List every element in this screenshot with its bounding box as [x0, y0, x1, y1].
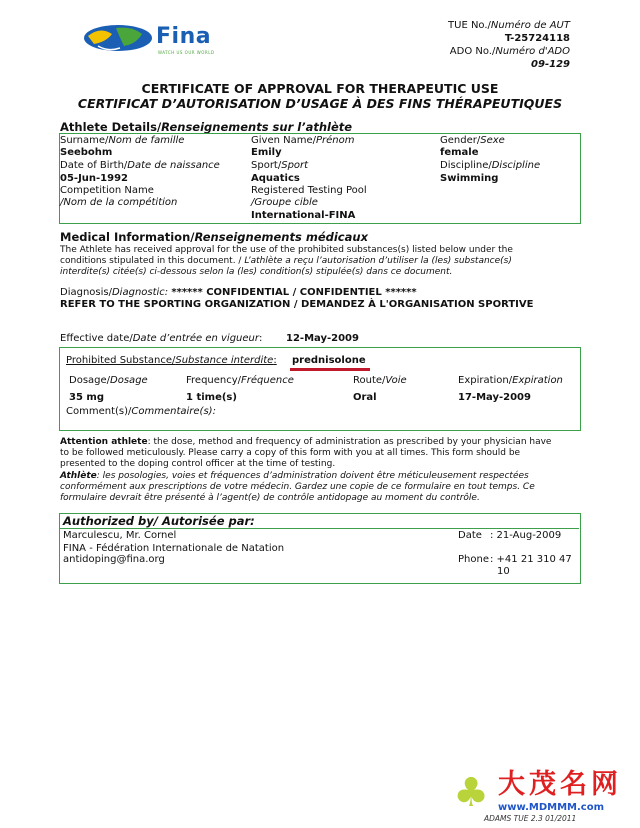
gender-value: female — [440, 147, 479, 158]
attention-line-1 — [60, 437, 551, 448]
dob-label-en: Date of Birth/ — [60, 160, 128, 171]
comments-label-fr: Commentaire(s): — [131, 406, 216, 417]
gender-label-en: Gender/ — [440, 135, 481, 146]
dosage-label-fr: Dosage — [110, 375, 148, 386]
frequency-label-en: Frequency/ — [186, 375, 242, 386]
discipline-value: Swimming — [440, 173, 499, 184]
testing-pool-label: Registered Testing Pool — [251, 185, 367, 196]
surname-value: Seebohm — [60, 147, 113, 158]
gender-label — [440, 135, 505, 147]
tue-label-fr: Numéro de AUT — [490, 20, 570, 31]
comments-label-en: Comment(s)/ — [66, 406, 132, 417]
given-label-fr: Prénom — [316, 135, 355, 146]
attention-line-2: to be followed meticulously. Please carry a copy of this form with you at all times. This form should be — [60, 448, 521, 458]
medical-text-2 — [60, 256, 512, 267]
title-en: CERTIFICATE OF APPROVAL FOR THERAPEUTIC USE — [141, 81, 499, 96]
discipline-label-en: Discipline/ — [440, 160, 492, 171]
sport-value: Aquatics — [251, 173, 300, 184]
dob-value: 05-Jun-1992 — [60, 173, 129, 184]
given-label-en: Given Name/ — [251, 135, 316, 146]
route-label — [353, 375, 407, 387]
diagnosis-value: ****** CONFIDENTIAL / CONFIDENTIEL ****** — [171, 287, 417, 298]
sport-label — [251, 160, 308, 172]
discipline-label — [440, 160, 540, 172]
tue-number: T-25724118 — [504, 33, 570, 44]
route-label-en: Route/ — [353, 375, 386, 386]
attention-fr-line-2: conformément aux prescriptions de votre médecin. Gardez une copie de ce formulaire en tout temps. Ce — [60, 482, 535, 492]
athlete-heading — [60, 120, 352, 134]
diagnosis-refer: REFER TO THE SPORTING ORGANIZATION / DEMANDEZ À L'ORGANISATION SPORTIVE — [60, 299, 534, 310]
given-name-label — [251, 135, 355, 147]
medical-heading-en: Medical Information/ — [60, 230, 195, 244]
attention-text-1: : the dose, method and frequency of administration as prescribed by your physician have — [147, 437, 552, 447]
tue-number-label — [448, 19, 570, 32]
surname-label-en: Surname/ — [60, 135, 109, 146]
athlete-heading-en: Athlete Details/ — [60, 120, 162, 134]
sport-label-en: Sport/ — [251, 160, 282, 171]
substance-value: prednisolone — [292, 355, 366, 366]
title-fr: CERTIFICAT D’AUTORISATION D’USAGE À DES FINS THÉRAPEUTIQUES — [77, 96, 563, 111]
dob-label — [60, 160, 220, 172]
phone-label: Phone — [458, 554, 489, 565]
expiration-label — [458, 375, 563, 387]
attention-label: Attention athlete — [60, 437, 148, 447]
phone-value: : +41 21 310 47 — [490, 554, 572, 565]
effective-date-value: 12-May-2009 — [286, 333, 359, 344]
watermark-cn-text: 大茂名网 — [498, 769, 622, 800]
authorizer-email[interactable]: antidoping@fina.org — [63, 554, 165, 565]
dosage-label-en: Dosage/ — [69, 375, 111, 386]
medical-text-2-en: conditions stipulated in this document. / — [60, 256, 245, 266]
surname-label-fr: Nom de famille — [108, 135, 185, 146]
frequency-value: 1 time(s) — [186, 392, 237, 403]
attention-fr-line-3: formulaire devrait être présenté à l’agent(e) de contrôle antidopage au moment du contrôle. — [60, 493, 480, 503]
authorizer-org: FINA - Fédération Internationale de Natation — [63, 543, 285, 554]
ado-number-label — [450, 45, 570, 58]
gender-label-fr: Sexe — [480, 135, 505, 146]
phone-value-cont: 10 — [497, 566, 510, 577]
date-value: : 21-Aug-2009 — [490, 530, 562, 541]
authorizer-name: Marculescu, Mr. Cornel — [63, 530, 177, 541]
logo-text: Fina — [156, 24, 212, 49]
attention-fr-text-1: : les posologies, voies et fréquences d’administration doivent être méticuleusement respectées — [96, 471, 529, 481]
athlete-heading-fr: Renseignements sur l’athlète — [161, 120, 353, 134]
route-label-fr: Voie — [385, 375, 407, 386]
expiration-label-fr: Expiration — [512, 375, 563, 386]
effective-label-en: Effective date/ — [60, 333, 133, 344]
substance-red-underline — [290, 368, 370, 371]
frequency-label-fr: Fréquence — [241, 375, 294, 386]
testing-pool-value: International-FINA — [251, 210, 356, 221]
diagnosis-label-fr: Diagnostic: — [111, 287, 169, 298]
fina-logo — [80, 22, 230, 58]
diagnosis-label: Diagnosis/ — [60, 287, 112, 298]
form-version-footer: ADAMS TUE 2.3 01/2011 — [484, 814, 577, 823]
authorized-heading: Authorized by/ Autorisée par: — [63, 514, 255, 528]
clover-leaf-icon: ♣ — [453, 770, 489, 816]
surname-label — [60, 135, 184, 147]
comments-label — [66, 406, 216, 418]
effective-date-label — [60, 333, 262, 345]
attention-label-fr: Athlète — [60, 471, 97, 481]
expiration-label-en: Expiration/ — [458, 375, 513, 386]
ado-label-fr: Numéro d'ADO — [495, 46, 570, 57]
effective-label-fr: Date d’entrée en vigueur — [132, 333, 259, 344]
logo-tagline: WATCH US OUR WORLD — [158, 50, 215, 55]
watermark-url: www.MDMMM.com — [498, 802, 604, 813]
dosage-value: 35 mg — [69, 392, 104, 403]
testing-pool-label-fr: /Groupe cible — [251, 197, 318, 208]
medical-heading-fr: Renseignements médicaux — [194, 230, 368, 244]
effective-colon: : — [259, 333, 263, 344]
expiration-value: 17-May-2009 — [458, 392, 531, 403]
tue-label: TUE No./ — [448, 20, 491, 31]
medical-text-2-fr: L’athlète a reçu l’autorisation d’utiliser la (les) substance(s) — [244, 256, 512, 266]
dosage-label — [69, 375, 148, 387]
frequency-label — [186, 375, 294, 387]
medical-text-1: The Athlete has received approval for the use of the prohibited substances(s) listed below under the — [60, 245, 513, 255]
diagnosis-line — [60, 287, 417, 299]
discipline-label-fr: Discipline — [491, 160, 541, 171]
competition-label-fr: /Nom de la compétition — [60, 197, 178, 208]
substance-label-fr: Substance interdite — [175, 355, 274, 366]
ado-label: ADO No./ — [449, 46, 496, 57]
attention-fr-line-1 — [60, 471, 529, 482]
attention-line-3: presented to the doping control officer at the time of testing. — [60, 459, 336, 469]
substance-colon: : — [273, 355, 277, 366]
substance-label — [66, 355, 277, 367]
given-name-value: Emily — [251, 147, 282, 158]
date-label: Date — [458, 530, 482, 541]
ado-number: 09-129 — [531, 59, 570, 70]
dob-label-fr: Date de naissance — [127, 160, 220, 171]
sport-label-fr: Sport — [281, 160, 309, 171]
medical-text-3: interdite(s) citée(s) ci-dessous selon la (les) condition(s) stipulée(s) dans ce document. — [60, 267, 453, 277]
medical-heading — [60, 230, 368, 244]
competition-label: Competition Name — [60, 185, 154, 196]
substance-label-en: Prohibited Substance/ — [66, 355, 176, 366]
route-value: Oral — [353, 392, 377, 403]
